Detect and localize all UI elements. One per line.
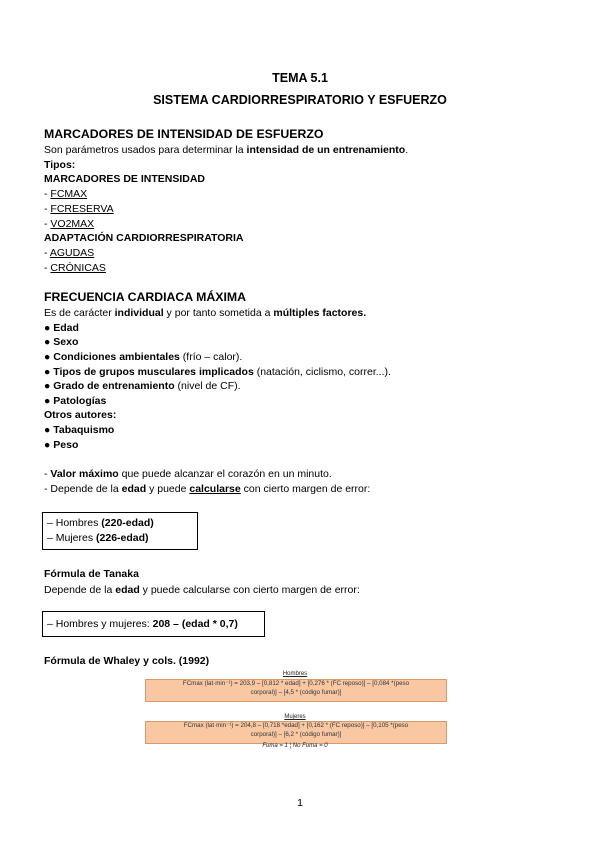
fcreserva-link[interactable]: FCRESERVA (50, 203, 114, 215)
whaley-hombres-label: Hombres (282, 671, 308, 677)
whaley-heading: Fórmula de Whaley y cols. (1992) (44, 655, 210, 667)
list-item-fcmax: - FCMAX (44, 188, 88, 200)
depende-edad-line: - Depende de la edad y puede calcularse con cierto margen de error: (44, 483, 371, 495)
fcmax-link[interactable]: FCMAX (50, 188, 88, 200)
bullet-tipos-grupos: ● Tipos de grupos musculares implicados (natación, ciclismo, correr...). (44, 366, 391, 378)
bullet-condiciones: ● Condiciones ambientales (frío – calor). (44, 351, 243, 363)
whaley-footnote: Fuma = 1 ¦ No Fuma = 0 (262, 743, 328, 749)
section1-intro: Son parámetros usados para determinar la intensidad de un entrenamiento. (44, 144, 409, 156)
whaley-mujeres-line1: FCmax (lat·min⁻¹) = 204,8 – [0,718 *edad] + [0,162 * (FC reposo)] – [0,105 *(peso (183, 722, 409, 729)
section-heading-marcadores: MARCADORES DE INTENSIDAD DE ESFUERZO (44, 127, 324, 141)
whaley-hombres-line1: FCmax (lat·min⁻¹) = 203,9 – [0,812 * edad] + [0,276 * (FC reposo)] – [0,084 *(peso (182, 680, 410, 687)
whaley-hombres-line2: corporal)] – [4,5 * (código fumar)] (250, 688, 342, 696)
list-item-fcreserva: - FCRESERVA (44, 203, 114, 215)
bullet-edad: ● Edad (44, 322, 79, 334)
document-title: TEMA 5.1 (272, 71, 328, 85)
valor-maximo-line: - Valor máximo que puede alcanzar el corazón en un minuto. (44, 468, 332, 480)
whaley-mujeres-line2: corporal)] – [6,2 * (código fumar)] (250, 730, 342, 738)
formula-box-sexo (42, 512, 198, 550)
subheading-adaptacion: ADAPTACIÓN CARDIORRESPIRATORIA (44, 232, 244, 244)
vo2max-link[interactable]: VO2MAX (50, 218, 95, 230)
tanaka-text: Depende de la edad y puede calcularse con cierto margen de error: (44, 584, 360, 596)
tanaka-formula-box (42, 611, 265, 637)
list-item-agudas: - AGUDAS (44, 247, 95, 259)
list-item-vo2max: - VO2MAX (44, 218, 95, 230)
agudas-link[interactable]: AGUDAS (49, 247, 95, 259)
cronicas-link[interactable]: CRÓNICAS (50, 262, 106, 274)
formula-mujeres: – Mujeres (226-edad) (47, 532, 149, 544)
list-item-cronicas: - CRÓNICAS (44, 262, 106, 274)
page-number: 1 (297, 797, 303, 809)
otros-autores-label: Otros autores: (44, 409, 117, 421)
whaley-mujeres-formula (145, 721, 447, 744)
tanaka-formula: – Hombres y mujeres: 208 – (edad * 0,7) (47, 618, 238, 630)
bullet-peso: ● Peso (44, 439, 79, 451)
section2-intro: Es de carácter individual y por tanto sometida a múltiples factores. (44, 307, 367, 319)
tanaka-heading: Fórmula de Tanaka (44, 568, 139, 580)
section-heading-fcmax: FRECUENCIA CARDIACA MÁXIMA (44, 290, 246, 304)
whaley-hombres-formula (145, 679, 447, 702)
tipos-label: Tipos: (44, 159, 76, 171)
whaley-mujeres-label: Mujeres (284, 714, 306, 720)
bullet-tabaquismo: ● Tabaquismo (44, 424, 115, 436)
bullet-patologias: ● Patologías (44, 395, 107, 407)
formula-hombres: – Hombres (220-edad) (47, 517, 154, 529)
document-subtitle: SISTEMA CARDIORRESPIRATORIO Y ESFUERZO (153, 93, 447, 107)
subheading-marcadores-intensidad: MARCADORES DE INTENSIDAD (44, 173, 206, 185)
bullet-sexo: ● Sexo (44, 336, 79, 348)
bullet-grado: ● Grado de entrenamiento (nivel de CF). (44, 380, 241, 392)
